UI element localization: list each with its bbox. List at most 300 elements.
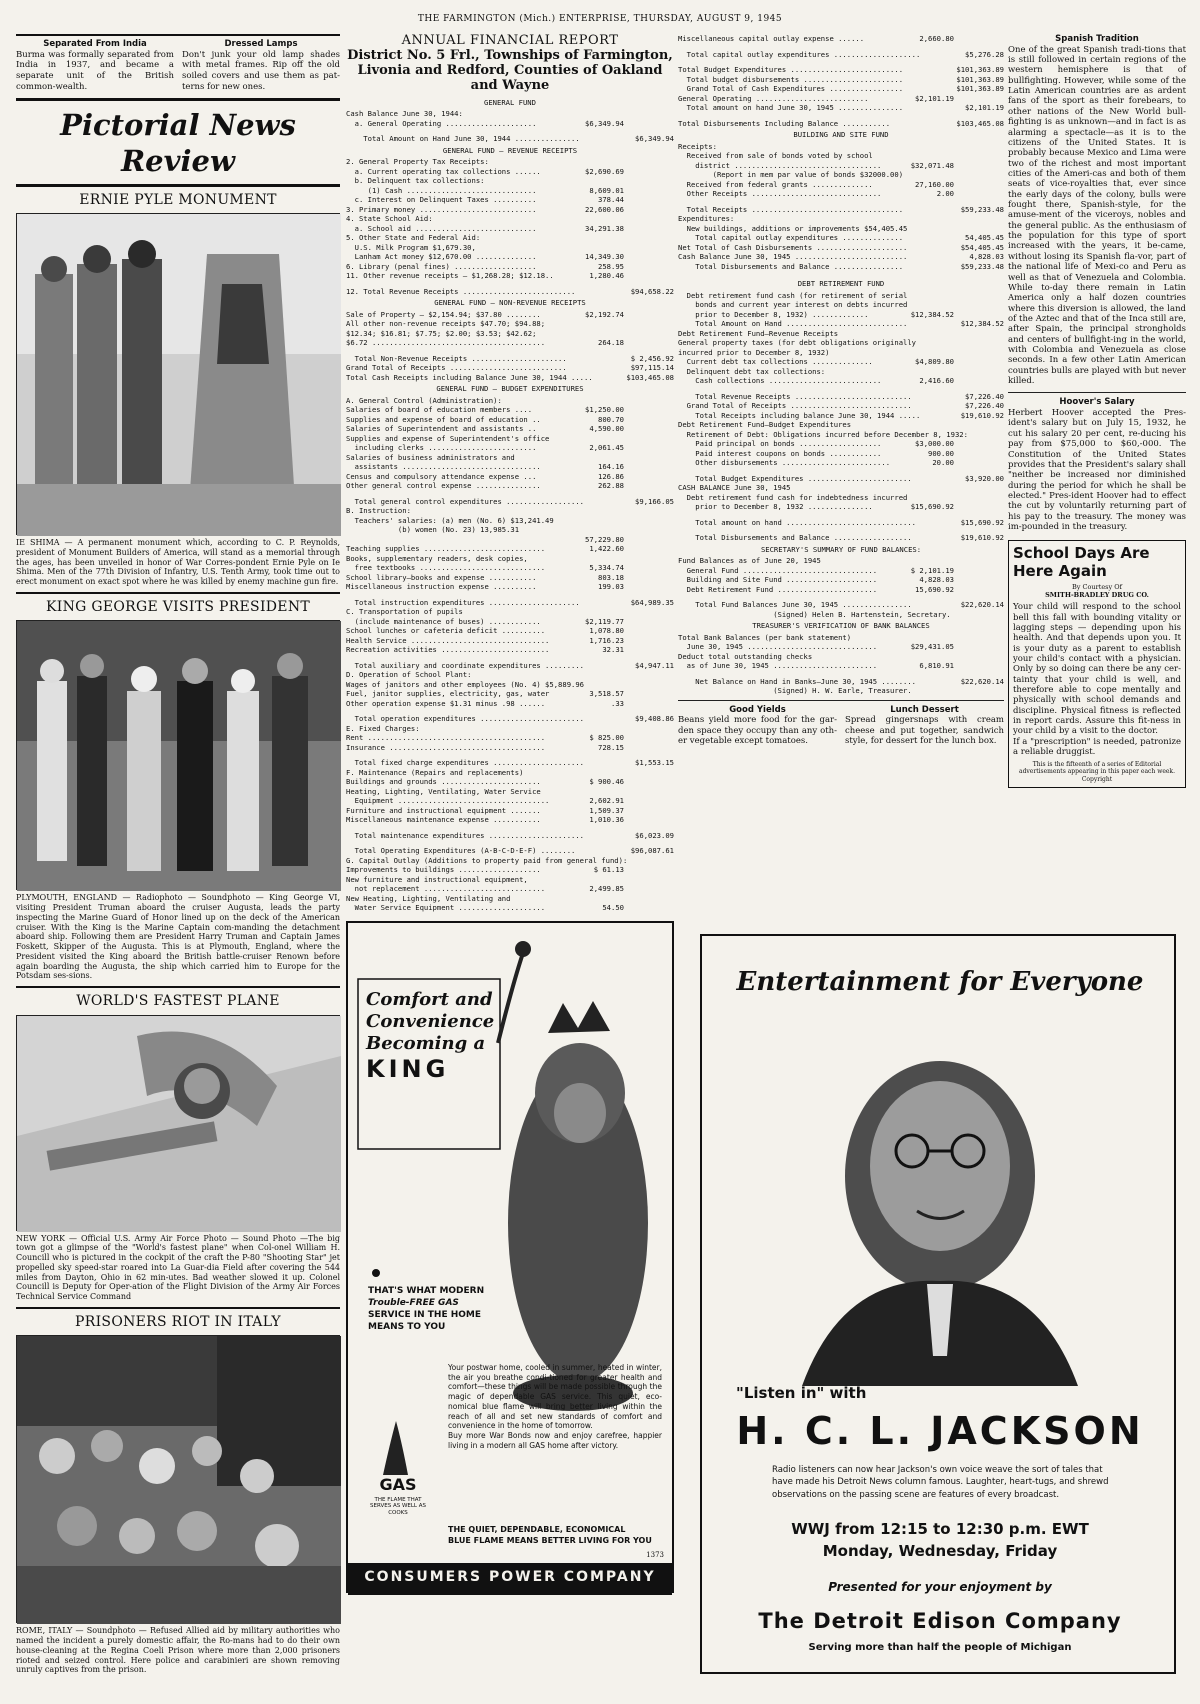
row-total: $6,023.09: [635, 830, 674, 840]
row-label: 12. Total Revenue Receipts ..........................: [346, 286, 576, 296]
row-amount: 14,349.30: [585, 252, 624, 262]
row-amount: [907, 291, 956, 301]
row-label: Miscellaneous capital outlay expense ......: [678, 34, 865, 43]
row-amount: [912, 533, 959, 543]
table-row: [678, 566, 1004, 576]
school-days-text: If a "prescription" is needed, patronize a reliable druggist.: [1013, 736, 1181, 758]
filler-good-yields: [678, 705, 837, 748]
row-label: G. Capital Outlay (Additions to property paid from general fund):: [346, 855, 628, 865]
row-label: C. Transportation of pupils: [346, 607, 463, 617]
row-label: Debt retirement fund cash for indebtedness incurred: [678, 492, 908, 502]
row-amount: $15,690.92: [910, 502, 954, 511]
row-amount: [575, 287, 625, 297]
table-row: [678, 252, 1004, 262]
row-total: [624, 319, 674, 329]
row-label: Total budget disbursements .......................: [678, 74, 904, 84]
row-total: [624, 481, 674, 491]
row-label: Cash Balance June 30, 1945 ..........................: [678, 252, 908, 261]
edison-ad-presented: Presented for your enjoyment by: [828, 1580, 1052, 1594]
row-amount: [572, 506, 624, 516]
row-label: a. School aid ............................: [346, 223, 537, 233]
school-days-copyright: Copyright: [1081, 775, 1113, 783]
table-row: [346, 443, 674, 453]
row-amount: [572, 554, 624, 564]
row-label: School library—books and expense ...........: [346, 572, 537, 582]
table-row: [346, 661, 674, 671]
row-label: Census and compulsory attendance expense ...: [346, 471, 537, 481]
row-amount: [903, 205, 954, 215]
row-label: 11. Other revenue receipts — $1,268.28; $12.18..: [346, 271, 554, 281]
row-label: Total general control expenditures ..................: [346, 496, 584, 506]
table-row: [678, 161, 1004, 171]
row-total: [630, 680, 674, 690]
row-amount: [572, 525, 624, 535]
table-row: [346, 134, 674, 144]
row-label: Other Receipts ..............................: [678, 189, 882, 198]
row-total: [954, 483, 1004, 493]
table-row: [678, 34, 1004, 44]
row-amount: [903, 170, 954, 180]
row-total: [954, 142, 1004, 152]
row-total: $12,384.52: [960, 319, 1004, 328]
table-row: [346, 607, 674, 617]
row-amount: 6,810.91: [919, 661, 954, 670]
row-label: Furniture and instructional equipment .......: [346, 805, 541, 815]
row-total: [624, 271, 674, 281]
row-amount: [572, 243, 624, 253]
row-amount: [907, 252, 956, 262]
row-total: [624, 453, 674, 463]
table-row: [346, 733, 674, 743]
row-label: School lunches or cafeteria deficit ..........: [346, 626, 546, 636]
row-label: Total Fund Balances June 30, 1945 ................: [678, 600, 912, 609]
row-total: [624, 670, 674, 680]
table-row: [346, 415, 674, 425]
table-row: [678, 329, 1004, 339]
table-section-heading: SECRETARY'S SUMMARY OF FUND BALANCES:: [760, 544, 922, 554]
gas-ad-headline: [366, 989, 500, 1084]
row-amount: $ 825.00: [589, 733, 624, 743]
row-amount: [575, 846, 625, 856]
row-label: Total Bank Balances (per bank statement): [678, 632, 852, 642]
table-row: [346, 535, 674, 545]
table-row: [346, 831, 674, 841]
row-label: Lanham Act money $12,670.00 ..............: [346, 252, 537, 262]
row-total: $19,610.92: [960, 533, 1004, 542]
table-row: [346, 262, 674, 272]
table-row: [346, 894, 674, 904]
table-row: [678, 170, 1004, 180]
row-label: (Report in mem par value of bonds $32000.00): [678, 170, 904, 179]
row-amount: [584, 831, 630, 841]
row-amount: [903, 262, 954, 272]
row-amount: 1,509.37: [589, 805, 624, 815]
row-amount: [916, 677, 961, 687]
row-total: $7,226.40: [965, 391, 1004, 401]
gas-ad-headline-line: Convenience: [366, 1010, 495, 1032]
row-label: $6.72 ........................................: [346, 338, 546, 348]
row-label: F. Maintenance (Repairs and replacements): [346, 767, 524, 777]
row-label: prior to December 8, 1932 ...............: [678, 502, 873, 511]
row-amount: $2,690.69: [585, 166, 624, 176]
photo-prisoners-riot: [16, 1335, 340, 1623]
table-row: [346, 373, 674, 383]
table-section-heading: GENERAL FUND — NON-REVENUE RECEIPTS: [434, 298, 586, 308]
report-title: [346, 34, 674, 94]
row-total: [624, 424, 674, 434]
row-label: Improvements to buildings ...................: [346, 865, 541, 875]
row-amount: [584, 714, 630, 724]
row-total: $103,465.08: [956, 118, 1004, 128]
row-total: [624, 582, 674, 592]
row-amount: [572, 607, 624, 617]
row-total: $3,920.00: [965, 473, 1004, 483]
table-row: [678, 189, 1004, 199]
row-label: Debt Retirement Fund .......................: [678, 584, 878, 594]
masthead: THE FARMINGTON (Mich.) ENTERPRISE, THURSDAY, AUGUST 9, 1945: [417, 14, 783, 24]
row-label: General Operating ..........................: [678, 93, 869, 103]
row-amount: [572, 176, 624, 186]
table-row: [346, 329, 674, 339]
row-label: Total Disbursements and Balance ..................: [678, 533, 912, 542]
row-amount: [572, 768, 624, 778]
row-total: [954, 376, 1004, 386]
row-amount: [916, 518, 961, 528]
row-amount: 1,716.23: [589, 635, 624, 645]
row-total: [624, 310, 674, 320]
row-total: [624, 329, 674, 339]
row-total: [954, 652, 1004, 662]
row-amount: 27,160.00: [915, 179, 954, 189]
row-total: [624, 806, 674, 816]
row-label: a. General Operating .....................: [346, 118, 537, 128]
edison-ad-headline: Entertainment for Everyone: [736, 967, 1144, 997]
table-row: [678, 119, 1004, 129]
table-row: [346, 506, 674, 516]
row-total: [624, 733, 674, 743]
table-row: [678, 518, 1004, 528]
row-label: Total Disbursements and Balance ................: [678, 261, 904, 271]
story-head: PRISONERS RIOT IN ITALY: [75, 1313, 281, 1330]
table-row: [346, 354, 674, 364]
row-label: Total capital outlay expenditures ..............: [678, 233, 904, 242]
row-total: [624, 865, 674, 875]
table-row: [678, 310, 1004, 320]
row-total: [624, 167, 674, 177]
row-total: [624, 689, 674, 699]
row-amount: 1,010.36: [589, 815, 624, 825]
feature-title: Spanish Tradition: [1055, 34, 1139, 44]
table-row: [678, 50, 1004, 60]
table-row: [678, 319, 1004, 329]
row-label: 6. Library (penal fines) ...................: [346, 261, 537, 271]
row-total: $5,276.28: [965, 49, 1004, 59]
row-label: Total fixed charge expenditures .....................: [346, 758, 584, 768]
table-row: [678, 75, 1004, 85]
row-amount: [902, 633, 954, 643]
row-total: [624, 396, 674, 406]
gas-ad-company: CONSUMERS POWER COMPANY: [364, 1568, 656, 1585]
row-label: 2. General Property Tax Receipts:: [346, 157, 489, 167]
row-amount: [572, 109, 624, 119]
row-total: $6,349.94: [635, 134, 674, 144]
row-total: [954, 566, 1004, 576]
filler-lunch-dessert: [845, 705, 1004, 748]
table-row: [346, 617, 674, 627]
table-row: [346, 271, 674, 281]
table-row: [678, 449, 1004, 459]
table-row: [678, 474, 1004, 484]
table-row: [346, 777, 674, 787]
row-label: B. Instruction:: [346, 506, 411, 516]
school-days-text: Your child will respond to the school bell this fall with bounding vitality or lagging steps — depending upon his health. And that depends upon you. It is your duty as a parent to establish your child's contact with a physician. Only by so doing can there be any cer-tainty that your child is well, and therefore able to cope mentally and physically with school demands and discipline. Physical fitness is reflected in report cards. Assure this fit-ness in your child by a visit to the doctor.: [1013, 602, 1181, 737]
row-label: Grand Total of Receipts ...........................: [346, 363, 567, 373]
table-row: [346, 214, 674, 224]
row-total: $96,087.61: [630, 846, 674, 856]
gas-ad-headline-line: Comfort and: [366, 988, 493, 1010]
row-total: [624, 815, 674, 825]
table-row: [678, 224, 1004, 234]
row-total: [954, 420, 1004, 430]
school-days-box: [1008, 540, 1186, 788]
table-row: [678, 439, 1004, 449]
row-amount: [902, 556, 954, 566]
row-total: [624, 607, 674, 617]
row-amount: [916, 338, 961, 348]
row-amount: [584, 758, 630, 768]
row-amount: 264.18: [598, 338, 624, 348]
row-total: [978, 610, 1004, 620]
row-label: Equipment ...................................: [346, 796, 550, 806]
row-amount: [572, 670, 624, 680]
row-amount: [572, 453, 624, 463]
row-label: Total amount on hand June 30, 1945 ...............: [678, 103, 904, 112]
row-label: Grand Total of Receipts ............................: [678, 401, 912, 410]
table-row: [346, 243, 674, 253]
row-amount: 2,602.91: [589, 796, 624, 806]
row-label: Net Balance on Hand in Banks—June 30, 1945 ........: [678, 676, 916, 686]
table-row: [346, 186, 674, 196]
row-label: Salaries of business administrators and: [346, 452, 515, 462]
row-amount: $6,349.94: [585, 118, 624, 128]
row-total: [624, 645, 674, 655]
jackson-portrait: [702, 1026, 1178, 1386]
row-total: [651, 856, 674, 866]
table-row: [346, 424, 674, 434]
table-row: [346, 434, 674, 444]
row-amount: $29,431.05: [910, 642, 954, 651]
gas-ad-code: 1373: [646, 1550, 664, 1559]
row-label: Other general control expense ...............: [346, 481, 541, 491]
row-total: $54,405.45: [960, 242, 1004, 252]
row-total: $22,620.14: [960, 676, 1004, 686]
table-row: [678, 367, 1004, 377]
table-row: [678, 686, 1004, 696]
row-total: [959, 686, 1004, 696]
row-label: U.S. Milk Program $1,679.30,: [346, 242, 476, 252]
row-label: Received from federal grants ..............: [678, 179, 873, 189]
table-row: [346, 563, 674, 573]
school-days-title: School Days Are Here Again: [1013, 544, 1150, 580]
row-total: [624, 443, 674, 453]
row-label: Total amount on hand ..............................: [678, 517, 916, 527]
row-amount: [902, 214, 954, 224]
school-days-footnote: This is the fifteenth of a series of Editorial advertisements appearing in this paper each week.: [1019, 760, 1175, 776]
row-total: [624, 506, 674, 516]
row-amount: [912, 600, 959, 610]
gas-ad: [346, 921, 674, 1593]
row-total: [954, 34, 1004, 44]
row-amount: .33: [611, 698, 624, 708]
table-row: [678, 214, 1004, 224]
row-amount: 126.86: [598, 471, 624, 481]
row-amount: 258.95: [598, 261, 624, 271]
gas-ad-slogan-line: THE QUIET, DEPENDABLE, ECONOMICAL: [448, 1524, 626, 1534]
row-amount: [907, 243, 956, 253]
row-total: $64,989.35: [630, 597, 674, 607]
school-days-courtesy: By Courtesy Of: [1072, 582, 1122, 591]
table-section-heading: GENERAL FUND — REVENUE RECEIPTS: [442, 145, 578, 155]
row-amount: [902, 483, 954, 493]
row-total: [954, 348, 1004, 358]
row-label: (1) Cash ..............................: [346, 185, 537, 195]
row-total: $101,363.89: [956, 74, 1004, 84]
row-total: [954, 556, 1004, 566]
row-label: (Signed) Helen B. Hartenstein, Secretary.: [678, 609, 951, 619]
row-label: c. Interest on Delinquent Taxes ..........: [346, 195, 537, 205]
row-amount: 54.50: [602, 903, 624, 913]
table-section-heading: BUILDING AND SITE FUND: [793, 130, 889, 139]
row-amount: [907, 224, 956, 234]
row-total: [954, 633, 1004, 643]
row-label: New Heating, Lighting, Ventilating and: [346, 893, 511, 903]
row-total: [954, 642, 1004, 652]
table-row: [346, 743, 674, 753]
table-row: [346, 846, 674, 856]
edison-ad-company: The Detroit Edison Company: [758, 1609, 1122, 1633]
row-amount: $ 2,101.19: [910, 565, 954, 575]
row-total: $101,363.89: [956, 84, 1004, 93]
row-total: [624, 525, 674, 535]
row-total: [624, 544, 674, 554]
table-row: [346, 516, 674, 526]
row-amount: 1,078.80: [589, 626, 624, 636]
table-section-heading: TREASURER'S VERIFICATION OF BANK BALANCES: [752, 621, 930, 630]
row-label: $12.34; $16.81; $7.75; $2.00; $3.53; $42.62;: [346, 328, 537, 338]
table-row: [346, 497, 674, 507]
table-row: [346, 598, 674, 608]
row-total: $97,115.14: [630, 363, 674, 373]
row-total: [624, 554, 674, 564]
row-total: $9,166.05: [635, 496, 674, 506]
row-total: [624, 119, 674, 129]
row-total: [624, 699, 674, 709]
table-row: [678, 84, 1004, 94]
row-label: Expenditures:: [678, 214, 735, 223]
row-total: $94,658.22: [630, 286, 674, 296]
row-total: [957, 224, 1004, 234]
row-amount: [903, 103, 954, 113]
row-total: [955, 170, 1005, 180]
row-total: [624, 214, 674, 224]
table-row: [346, 481, 674, 491]
gas-ad-slogan-line: BLUE FLAME MEANS BETTER LIVING FOR YOU: [448, 1535, 652, 1545]
row-amount: [902, 652, 954, 662]
row-amount: [572, 329, 624, 339]
row-total: [954, 329, 1004, 339]
row-total: [624, 796, 674, 806]
table-row: [678, 205, 1004, 215]
feature-text: One of the great Spanish tradi-tions that is still followed in certain regions of the western hemisphere is that of bullfighting. However, while some of the Latin American countries are as ardent fans of the sport as their forebears, to other nations of the New World bull-fighting is as unknown—and in fact is as alarming a spectacle—as it is to the citizens of the United States. It is probably because Mexico and Lima were two of the richest and most important cities of the Ameri-cas and both of them seats of vice-royalties that, ever since the early days of the colony, bulls were fought there, Spanish-style, for the amuse-ment of the viceroys, nobles and the general public. As the enthusiasm of the population for this type of sport increased with the years, it be-came, without losing its Spanish fla-vor, part of the national life of Mexi-co and Peru as well as that of Venezuela and Colombia. While to-day there remain in Latin America only a half dozen countries where this diversion is allowed, the land of the Aztec and that of the Inca still are, after Spain, the principal strongholds and centers of bullfight-ing in the world, with Colombia and Venezuela as close seconds. In a few other Latin American countries bulls are played with but never killed.: [1008, 44, 1186, 387]
row-label: Supplies and expense of Superintendent's office: [346, 433, 550, 443]
row-amount: 164.16: [598, 462, 624, 472]
row-total: $59,233.48: [960, 204, 1004, 214]
row-label: Total Revenue Receipts ...........................: [678, 391, 912, 401]
table-row: [346, 699, 674, 709]
row-label: Retirement of Debt: Obligations incurred before December 8, 1932:: [678, 429, 968, 439]
table-row: [346, 319, 674, 329]
filler-title: Lunch Dessert: [890, 704, 959, 715]
table-row: [678, 243, 1004, 253]
row-amount: [902, 329, 954, 339]
row-amount: [902, 367, 954, 377]
row-label: Total maintenance expenditures ......................: [346, 830, 584, 840]
row-label: Total Amount on Hand ............................: [678, 319, 908, 328]
row-amount: 1,422.60: [589, 544, 624, 554]
table-row: [346, 472, 674, 482]
row-total: [954, 449, 1004, 459]
row-total: [954, 575, 1004, 585]
edison-ad-days: Monday, Wednesday, Friday: [822, 1542, 1058, 1560]
story-head: WORLD'S FASTEST PLANE: [76, 993, 280, 1010]
row-amount: [584, 497, 630, 507]
row-amount: 20.00: [932, 458, 954, 467]
row-total: [624, 903, 674, 913]
row-label: (Signed) H. W. Earle, Treasurer.: [678, 686, 912, 695]
row-amount: [912, 401, 959, 411]
row-label: 3. Primary money ...........................: [346, 204, 537, 214]
row-amount: 3,518.57: [589, 689, 624, 699]
row-total: [624, 252, 674, 262]
row-label: Total Disbursements Including Balance ...........: [678, 118, 891, 128]
row-label: Total Budget Expenditures ..........................: [678, 65, 904, 74]
row-label: E. Fixed Charges:: [346, 723, 420, 733]
row-amount: 2.00: [936, 189, 954, 198]
filler-text: Spread gingersnaps with cream cheese and put together, sandwich style, for dessert for the lunch box.: [845, 715, 1004, 747]
gas-ad-body-text: Your postwar home, cooled in summer, heated in winter, the air you breathe condi-tioned for greater health and comfort—these things will be made possible through the magic of dependable GAS service. This quiet, eco-nomical blue flame will bring better living within the reach of all and set new standards of comfort and convenience in the home of tomorrow.: [448, 1362, 662, 1431]
gas-ad-pitch: [368, 1285, 518, 1334]
table-row: [346, 856, 674, 866]
row-amount: [584, 661, 630, 671]
row-label: General property taxes (for debt obligations originally: [678, 338, 916, 347]
row-amount: 262.88: [598, 481, 624, 491]
row-amount: [903, 233, 954, 243]
row-label: Debt Retirement Fund—Revenue Receipts: [678, 328, 839, 338]
table-row: [346, 875, 674, 885]
row-total: [954, 502, 1004, 512]
row-amount: [572, 875, 624, 885]
gas-ad-slogan: [448, 1525, 662, 1547]
table-row: [678, 502, 1004, 512]
row-amount: 5,334.74: [589, 563, 624, 573]
table-row: [346, 626, 674, 636]
table-row: [346, 903, 674, 913]
table-row: [678, 180, 1004, 190]
table-row: [678, 65, 1004, 75]
table-row: [678, 575, 1004, 585]
row-label: Total instruction expenditures .....................: [346, 597, 580, 607]
row-label: Books, supplementary readers, desk copies,: [346, 553, 528, 563]
